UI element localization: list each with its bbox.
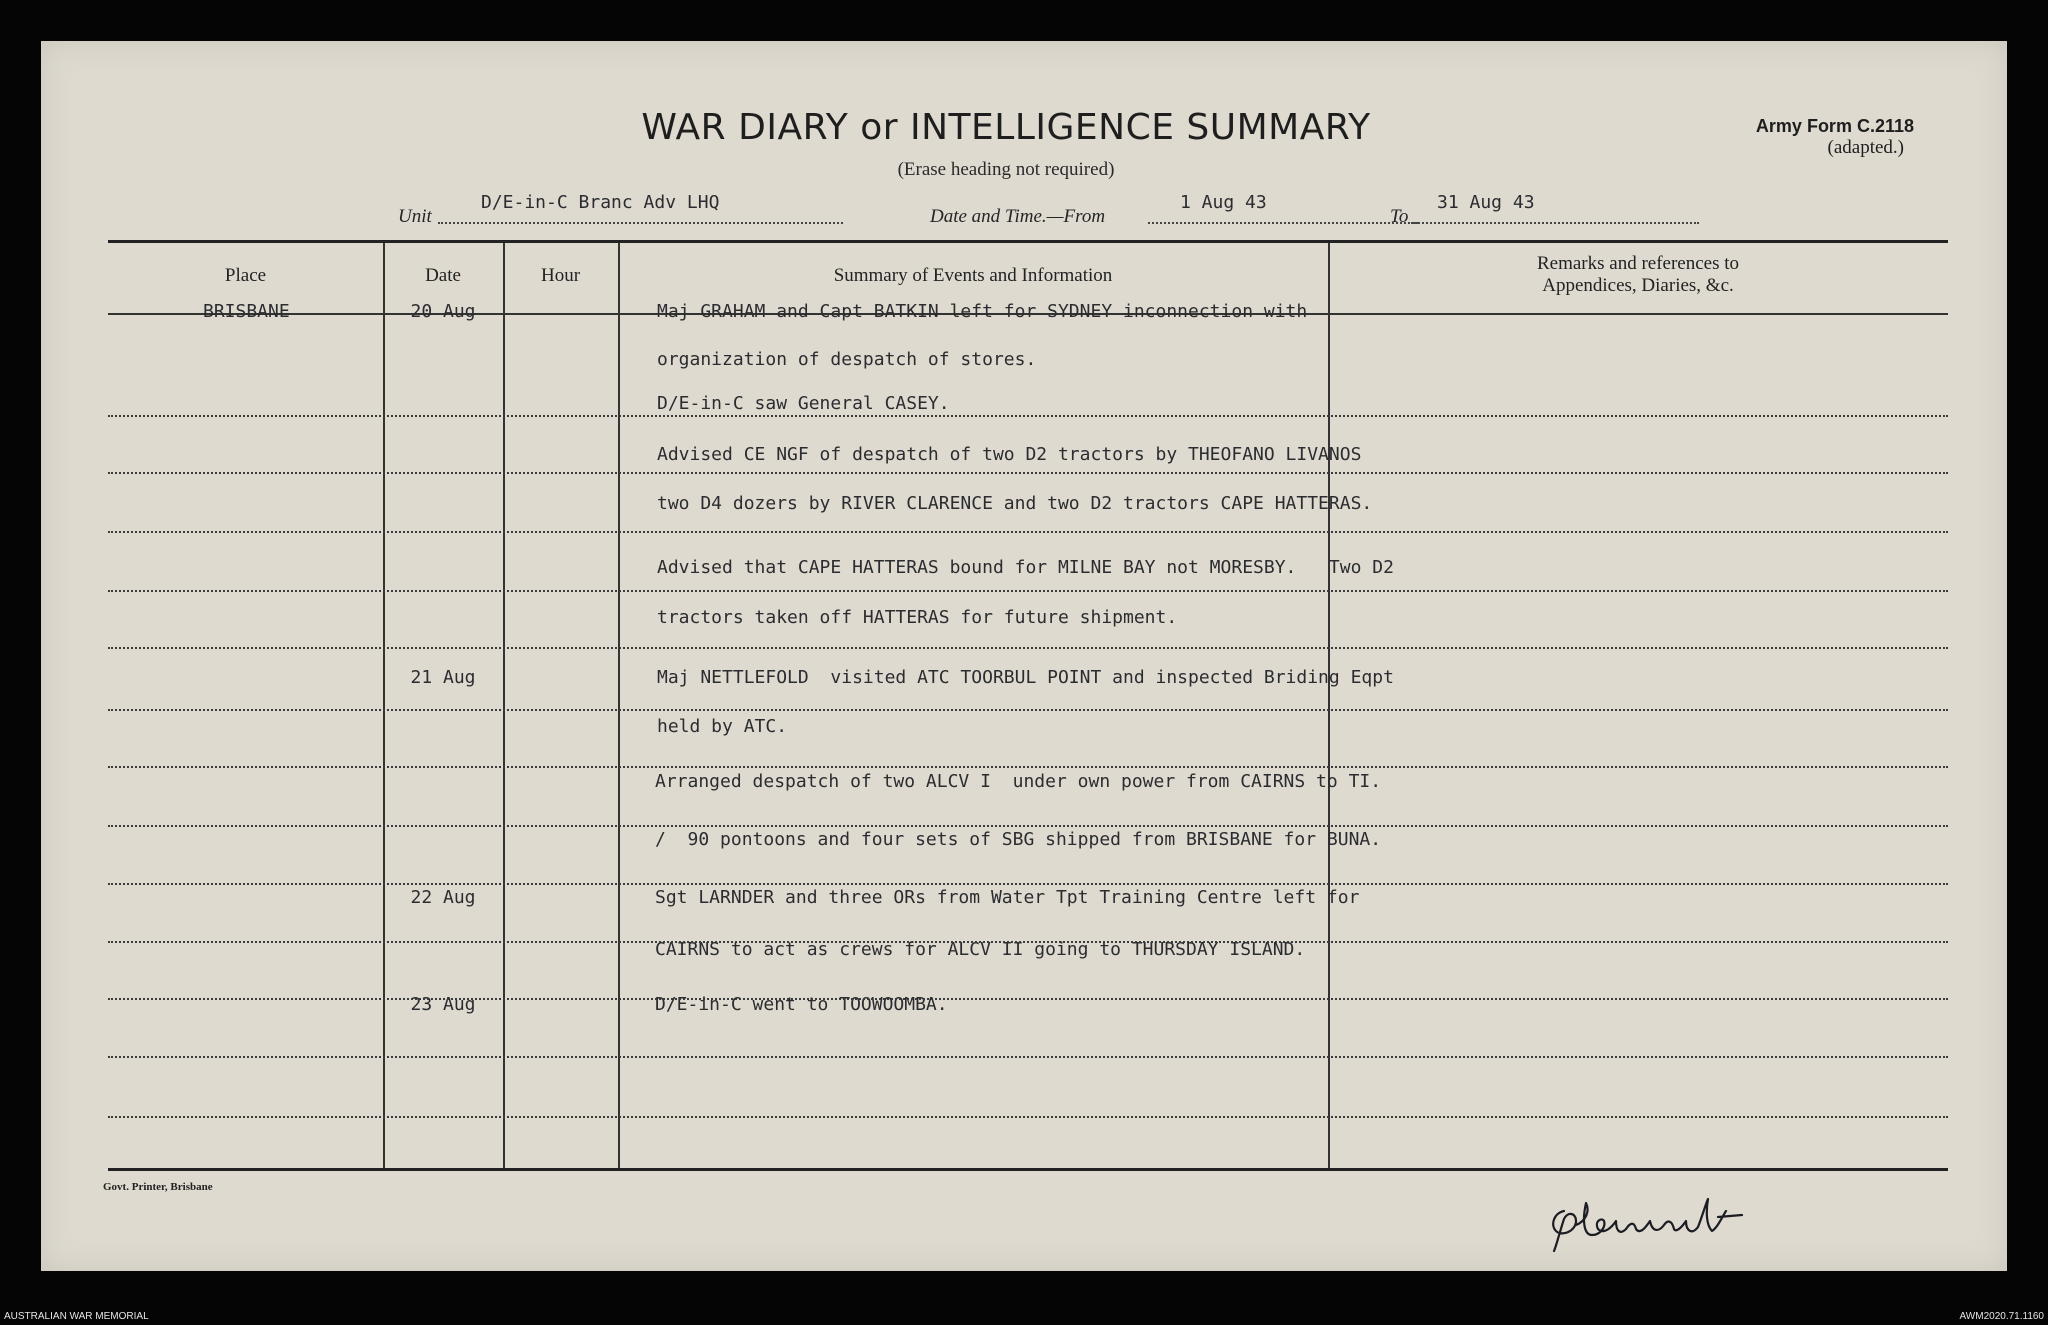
column-divider-date (503, 243, 505, 1168)
header-remarks-line1: Remarks and references to (1536, 253, 1740, 274)
unit-value: D/E-in-C Branc Adv LHQ (481, 192, 720, 213)
row-dotted-line (108, 647, 1948, 649)
unit-label: Unit (398, 206, 432, 227)
cell-summary: Arranged despatch of two ALCV I under own power from CAIRNS to TI. (655, 771, 1382, 792)
cell-summary: D/E-in-C saw General CASEY. (657, 393, 950, 414)
row-dotted-line (108, 941, 1948, 943)
cell-date: 22 Aug (410, 887, 476, 908)
row-dotted-line (108, 1116, 1948, 1118)
row-dotted-line (108, 709, 1948, 711)
unit-dotted-line (438, 222, 843, 224)
row-dotted-line (108, 472, 1948, 474)
cell-summary: organization of despatch of stores. (657, 349, 1037, 370)
cell-summary: Maj GRAHAM and Capt BATKIN left for SYDNEY inconnection with (657, 301, 1308, 322)
form-adapted-text: (adapted.) (1827, 137, 1904, 158)
header-summary: Summary of Events and Information (833, 265, 1113, 286)
cell-date: 20 Aug (410, 301, 476, 322)
date-from-value: 1 Aug 43 (1180, 192, 1267, 213)
row-dotted-line (108, 825, 1948, 827)
column-divider-summary (1328, 243, 1330, 1168)
diary-table (108, 240, 1948, 1171)
date-to-value: 31 Aug 43 (1437, 192, 1535, 213)
column-divider-hour (618, 243, 620, 1168)
army-form-number (1756, 115, 1914, 159)
row-dotted-line (108, 883, 1948, 885)
cell-date: 23 Aug (410, 994, 476, 1015)
header-remarks (1328, 253, 1948, 297)
date-to-label: To (1390, 206, 1409, 227)
row-dotted-line (108, 415, 1948, 417)
date-from-label: Date and Time.—From (930, 206, 1106, 227)
cell-summary: / 90 pontoons and four sets of SBG shipped from BRISBANE for BUNA. (655, 829, 1382, 850)
date-from-dotted-line (1148, 222, 1418, 224)
cell-date: 21 Aug (410, 667, 476, 688)
printer-credit: Govt. Printer, Brisbane (103, 1181, 213, 1193)
cell-summary: D/E-in-C went to TOOWOOMBA. (655, 994, 948, 1015)
cell-place: BRISBANE (203, 301, 290, 322)
header-remarks-line2: Appendices, Diaries, &c. (1542, 275, 1734, 296)
cell-summary: two D4 dozers by RIVER CLARENCE and two D2 tractors CAPE HATTERAS. (657, 493, 1373, 514)
cell-summary: Advised that CAPE HATTERAS bound for MILNE BAY not MORESBY. Two D2 (657, 557, 1394, 578)
cell-summary: Sgt LARNDER and three ORs from Water Tpt Training Centre left for (655, 887, 1360, 908)
signature-mark (1546, 1191, 1806, 1261)
cell-summary: Advised CE NGF of despatch of two D2 tractors by THEOFANO LIVANOS (657, 444, 1362, 465)
header-hour: Hour (540, 265, 581, 286)
cell-summary: held by ATC. (657, 716, 788, 737)
date-to-dotted-line (1411, 222, 1699, 224)
form-number-text: Army Form C.2118 (1755, 116, 1914, 136)
war-diary-sheet (41, 41, 2007, 1271)
row-dotted-line (108, 590, 1948, 592)
row-dotted-line (108, 766, 1948, 768)
column-divider-place (383, 243, 385, 1168)
archive-reference: AWM2020.71.1160 (1959, 1311, 2044, 1322)
cell-summary: Maj NETTLEFOLD visited ATC TOORBUL POINT and inspected Briding Eqpt (657, 667, 1394, 688)
archive-institution: AUSTRALIAN WAR MEMORIAL (4, 1311, 149, 1322)
header-date: Date (425, 265, 461, 286)
cell-summary: CAIRNS to act as crews for ALCV II going to THURSDAY ISLAND. (655, 939, 1306, 960)
row-dotted-line (108, 1056, 1948, 1058)
header-place: Place (224, 265, 267, 286)
row-dotted-line (108, 531, 1948, 533)
form-title: WAR DIARY or INTELLIGENCE SUMMARY (641, 107, 1371, 148)
form-subtitle: (Erase heading not required) (897, 159, 1115, 180)
row-dotted-line (108, 998, 1948, 1000)
cell-summary: tractors taken off HATTERAS for future shipment. (657, 607, 1178, 628)
